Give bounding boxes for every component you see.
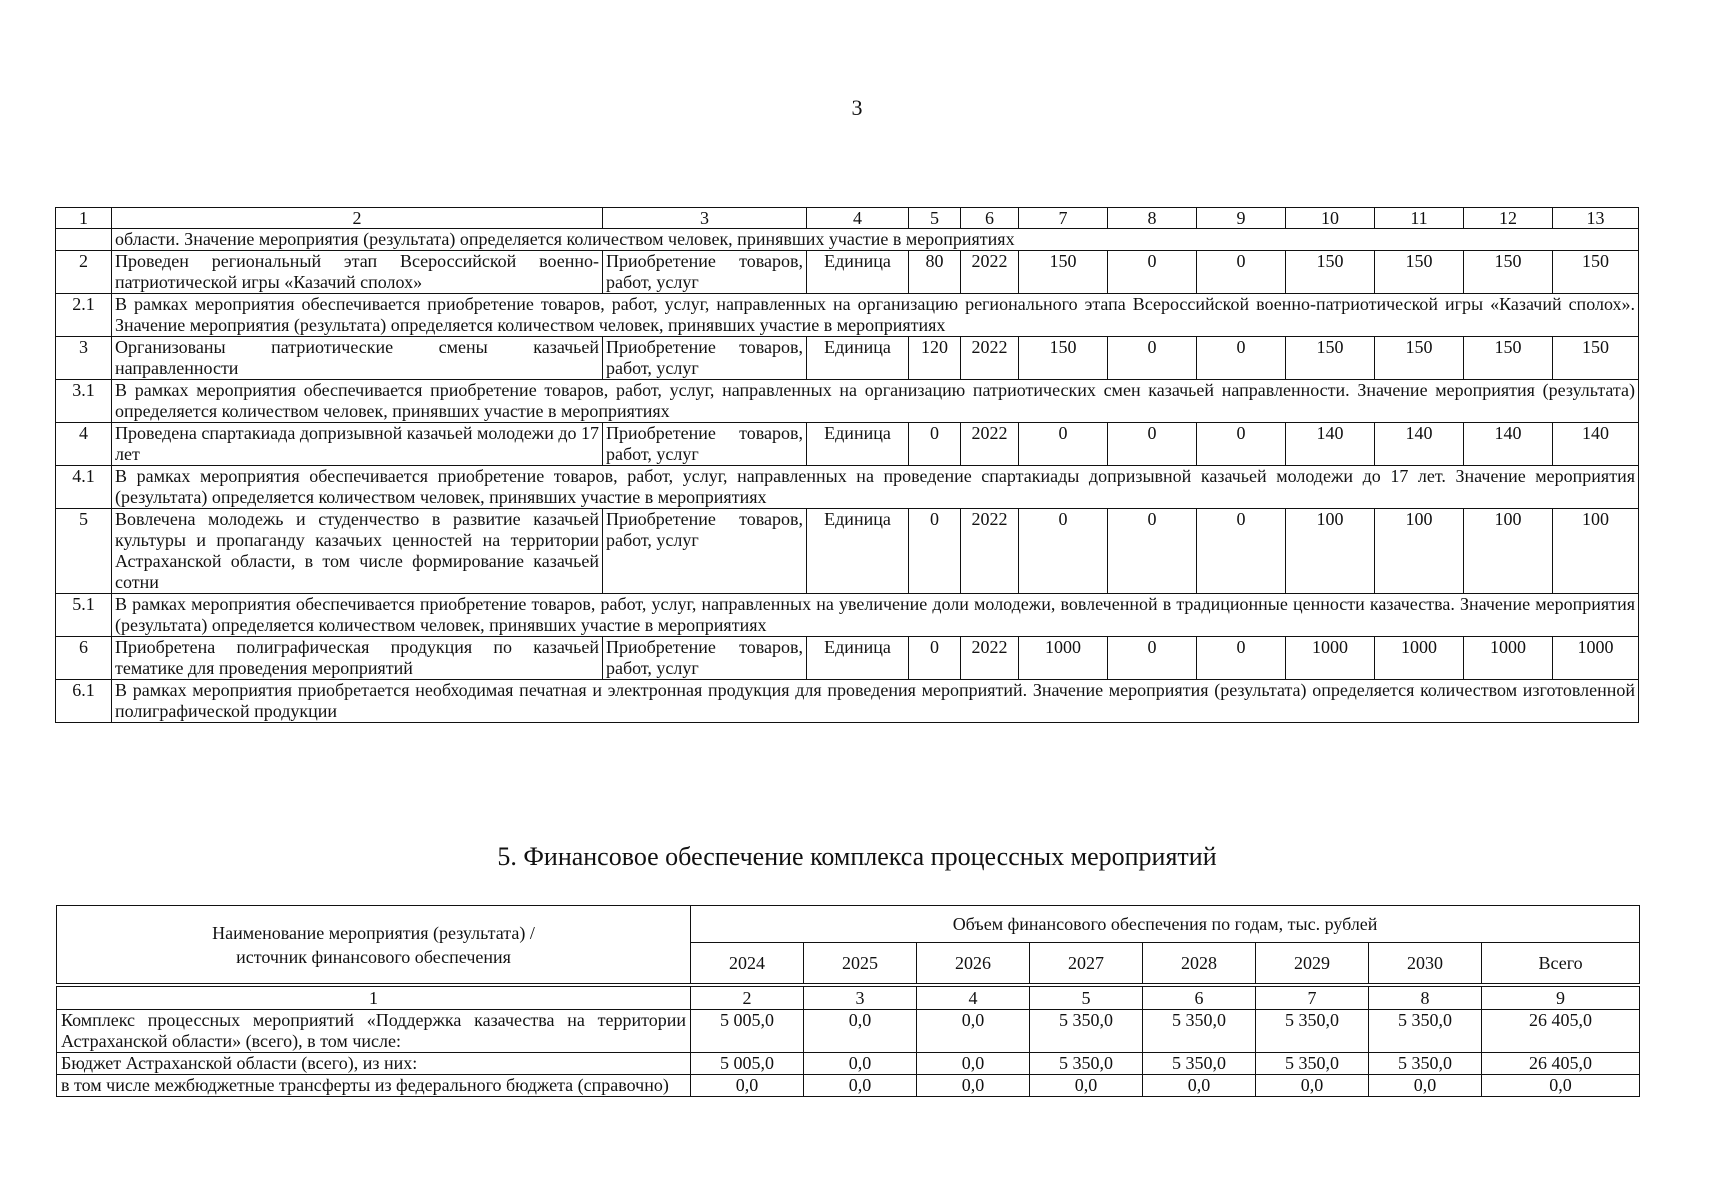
value-cell: 100 xyxy=(1286,509,1375,594)
amount-cell: 0,0 xyxy=(804,1053,917,1075)
header-row xyxy=(57,906,1640,943)
value-cell: 0 xyxy=(1197,337,1286,380)
base-value: 120 xyxy=(909,337,961,380)
name-header: Наименование мероприятия (результата) / источник финансового обеспечения xyxy=(57,906,691,986)
note-row xyxy=(56,594,1639,637)
amount-cell: 5 350,0 xyxy=(1143,1053,1256,1075)
col-number: 11 xyxy=(1375,208,1464,229)
financing-name: Комплекс процессных мероприятий «Поддержка казачества на территории Астраханской области» (всего), в том числе: xyxy=(57,1010,691,1053)
volume-header: Объем финансового обеспечения по годам, тыс. рублей xyxy=(691,906,1640,943)
value-cell: 140 xyxy=(1553,423,1639,466)
col-number: 7 xyxy=(1256,985,1369,1010)
col-number: 3 xyxy=(804,985,917,1010)
year-header: 2027 xyxy=(1030,943,1143,986)
col-number: 3 xyxy=(603,208,807,229)
value-cell: 0 xyxy=(1108,423,1197,466)
year-header: 2030 xyxy=(1369,943,1482,986)
amount-cell: 5 350,0 xyxy=(1030,1010,1143,1053)
indicator-name: Организованы патриотические смены казачьей направленности xyxy=(112,337,603,380)
value-cell: 150 xyxy=(1375,251,1464,294)
indicator-type: Приобретение товаров, работ, услуг xyxy=(603,509,807,594)
row-number: 3 xyxy=(56,337,112,380)
indicator-type: Приобретение товаров, работ, услуг xyxy=(603,423,807,466)
amount-cell: 0,0 xyxy=(917,1053,1030,1075)
note-text: В рамках мероприятия приобретается необходимая печатная и электронная продукция для проведения мероприятий. Значение мероприятия (результата) определяется количеством изготовленной полиграфической продукции xyxy=(112,680,1639,723)
note-row xyxy=(56,380,1639,423)
value-cell: 150 xyxy=(1286,337,1375,380)
note-row xyxy=(56,680,1639,723)
continuation-row xyxy=(56,229,1639,251)
table-row xyxy=(56,423,1639,466)
base-year: 2022 xyxy=(961,251,1019,294)
table-row xyxy=(56,251,1639,294)
table-row xyxy=(56,337,1639,380)
indicator-unit: Единица xyxy=(807,337,909,380)
amount-cell: 5 350,0 xyxy=(1030,1053,1143,1075)
column-number-row xyxy=(56,208,1639,229)
row-number: 2 xyxy=(56,251,112,294)
value-cell: 150 xyxy=(1553,251,1639,294)
base-year: 2022 xyxy=(961,509,1019,594)
amount-cell: 0,0 xyxy=(917,1075,1030,1097)
col-number: 12 xyxy=(1464,208,1553,229)
row-number: 6 xyxy=(56,637,112,680)
year-header: 2029 xyxy=(1256,943,1369,986)
table-row xyxy=(57,1010,1640,1053)
base-value: 0 xyxy=(909,423,961,466)
value-cell: 150 xyxy=(1464,251,1553,294)
indicator-name: Приобретена полиграфическая продукция по казачьей тематике для проведения мероприятий xyxy=(112,637,603,680)
indicator-unit: Единица xyxy=(807,637,909,680)
col-number: 1 xyxy=(57,985,691,1010)
amount-cell: 0,0 xyxy=(1030,1075,1143,1097)
value-cell: 0 xyxy=(1019,509,1108,594)
value-cell: 0 xyxy=(1197,637,1286,680)
note-row xyxy=(56,466,1639,509)
col-number: 8 xyxy=(1369,985,1482,1010)
page-number: 3 xyxy=(851,95,863,120)
note-number: 3.1 xyxy=(56,380,112,423)
year-header: 2028 xyxy=(1143,943,1256,986)
section-title: 5. Финансовое обеспечение комплекса процессных мероприятий xyxy=(497,842,1217,871)
col-number: 5 xyxy=(909,208,961,229)
col-number: 4 xyxy=(917,985,1030,1010)
indicator-unit: Единица xyxy=(807,251,909,294)
value-cell: 0 xyxy=(1019,423,1108,466)
amount-cell: 5 350,0 xyxy=(1256,1010,1369,1053)
indicator-type: Приобретение товаров, работ, услуг xyxy=(603,337,807,380)
financing-table xyxy=(56,905,1640,1097)
financing-name: Бюджет Астраханской области (всего), из них: xyxy=(57,1053,691,1075)
year-header: 2024 xyxy=(691,943,804,986)
indicator-unit: Единица xyxy=(807,509,909,594)
value-cell: 0 xyxy=(1197,509,1286,594)
value-cell: 100 xyxy=(1375,509,1464,594)
amount-cell: 5 350,0 xyxy=(1369,1053,1482,1075)
value-cell: 140 xyxy=(1464,423,1553,466)
total-cell: 26 405,0 xyxy=(1482,1010,1640,1053)
note-number: 2.1 xyxy=(56,294,112,337)
financing-name: в том числе межбюджетные трансферты из федерального бюджета (справочно) xyxy=(57,1075,691,1097)
indicator-name: Проведен региональный этап Всероссийской военно-патриотической игры «Казачий сполох» xyxy=(112,251,603,294)
value-cell: 100 xyxy=(1553,509,1639,594)
amount-cell: 0,0 xyxy=(1256,1075,1369,1097)
col-number: 4 xyxy=(807,208,909,229)
col-number: 5 xyxy=(1030,985,1143,1010)
amount-cell: 0,0 xyxy=(804,1075,917,1097)
value-cell: 1000 xyxy=(1286,637,1375,680)
value-cell: 1000 xyxy=(1019,637,1108,680)
base-value: 0 xyxy=(909,509,961,594)
amount-cell: 5 350,0 xyxy=(1369,1010,1482,1053)
table-row xyxy=(57,1075,1640,1097)
amount-cell: 5 005,0 xyxy=(691,1010,804,1053)
value-cell: 140 xyxy=(1375,423,1464,466)
amount-cell: 5 350,0 xyxy=(1256,1053,1369,1075)
indicator-unit: Единица xyxy=(807,423,909,466)
col-number: 10 xyxy=(1286,208,1375,229)
value-cell: 0 xyxy=(1108,637,1197,680)
value-cell: 150 xyxy=(1019,251,1108,294)
value-cell: 1000 xyxy=(1464,637,1553,680)
col-number: 6 xyxy=(1143,985,1256,1010)
amount-cell: 0,0 xyxy=(804,1010,917,1053)
value-cell: 1000 xyxy=(1553,637,1639,680)
row-number: 5 xyxy=(56,509,112,594)
indicator-name: Проведена спартакиада допризывной казачьей молодежи до 17 лет xyxy=(112,423,603,466)
note-number: 6.1 xyxy=(56,680,112,723)
note-number: 5.1 xyxy=(56,594,112,637)
col-number: 8 xyxy=(1108,208,1197,229)
note-text: В рамках мероприятия обеспечивается приобретение товаров, работ, услуг, направленных на увеличение доли молодежи, вовлеченной в традиционные ценности казачества. Значение мероприятия (результата) определяется количеством человек, принявших участие в мероприятиях xyxy=(112,594,1639,637)
continuation-text: области. Значение мероприятия (результата) определяется количеством человек, принявших участие в мероприятиях xyxy=(112,229,1639,251)
year-header: 2025 xyxy=(804,943,917,986)
amount-cell: 0,0 xyxy=(917,1010,1030,1053)
value-cell: 100 xyxy=(1464,509,1553,594)
table-row xyxy=(56,509,1639,594)
value-cell: 0 xyxy=(1108,337,1197,380)
amount-cell: 0,0 xyxy=(1369,1075,1482,1097)
indicator-type: Приобретение товаров, работ, услуг xyxy=(603,251,807,294)
amount-cell: 5 350,0 xyxy=(1143,1010,1256,1053)
note-number: 4.1 xyxy=(56,466,112,509)
indicator-type: Приобретение товаров, работ, услуг xyxy=(603,637,807,680)
value-cell: 150 xyxy=(1464,337,1553,380)
row-number: 4 xyxy=(56,423,112,466)
col-number: 13 xyxy=(1553,208,1639,229)
value-cell: 0 xyxy=(1197,251,1286,294)
amount-cell: 0,0 xyxy=(1143,1075,1256,1097)
base-year: 2022 xyxy=(961,337,1019,380)
note-text: В рамках мероприятия обеспечивается приобретение товаров, работ, услуг, направленных на проведение спартакиады допризывной казачьей молодежи до 17 лет. Значение мероприятия (результата) определяется количеством человек, принявших участие в мероприятиях xyxy=(112,466,1639,509)
col-number: 2 xyxy=(112,208,603,229)
indicators-table xyxy=(55,207,1639,723)
value-cell: 150 xyxy=(1375,337,1464,380)
col-number: 9 xyxy=(1482,985,1640,1010)
total-cell: 26 405,0 xyxy=(1482,1053,1640,1075)
amount-cell: 0,0 xyxy=(691,1075,804,1097)
total-cell: 0,0 xyxy=(1482,1075,1640,1097)
year-header: 2026 xyxy=(917,943,1030,986)
base-year: 2022 xyxy=(961,637,1019,680)
table-row xyxy=(56,637,1639,680)
value-cell: 140 xyxy=(1286,423,1375,466)
value-cell: 150 xyxy=(1286,251,1375,294)
col-number: 7 xyxy=(1019,208,1108,229)
value-cell: 150 xyxy=(1019,337,1108,380)
note-text: В рамках мероприятия обеспечивается приобретение товаров, работ, услуг, направленных на организацию патриотических смен казачьей направленности. Значение мероприятия (результата) определяется количеством человек, принявших участие в мероприятиях xyxy=(112,380,1639,423)
col-number: 6 xyxy=(961,208,1019,229)
indicator-name: Вовлечена молодежь и студенчество в развитие казачьей культуры и пропаганду казачьих ценностей на территории Астраханской области, в том числе формирование казачьей сотни xyxy=(112,509,603,594)
value-cell: 0 xyxy=(1108,251,1197,294)
col-number: 9 xyxy=(1197,208,1286,229)
table-row xyxy=(57,1053,1640,1075)
value-cell: 0 xyxy=(1108,509,1197,594)
amount-cell: 5 005,0 xyxy=(691,1053,804,1075)
note-row xyxy=(56,294,1639,337)
note-text: В рамках мероприятия обеспечивается приобретение товаров, работ, услуг, направленных на организацию регионального этапа Всероссийской военно-патриотической игры «Казачий сполох». Значение мероприятия (результата) определяется количеством человек, принявших участие в мероприятиях xyxy=(112,294,1639,337)
value-cell: 150 xyxy=(1553,337,1639,380)
column-number-row xyxy=(57,985,1640,1010)
base-year: 2022 xyxy=(961,423,1019,466)
col-number: 2 xyxy=(691,985,804,1010)
base-value: 0 xyxy=(909,637,961,680)
value-cell: 0 xyxy=(1197,423,1286,466)
value-cell: 1000 xyxy=(1375,637,1464,680)
col-number: 1 xyxy=(56,208,112,229)
total-header: Всего xyxy=(1482,943,1640,986)
base-value: 80 xyxy=(909,251,961,294)
